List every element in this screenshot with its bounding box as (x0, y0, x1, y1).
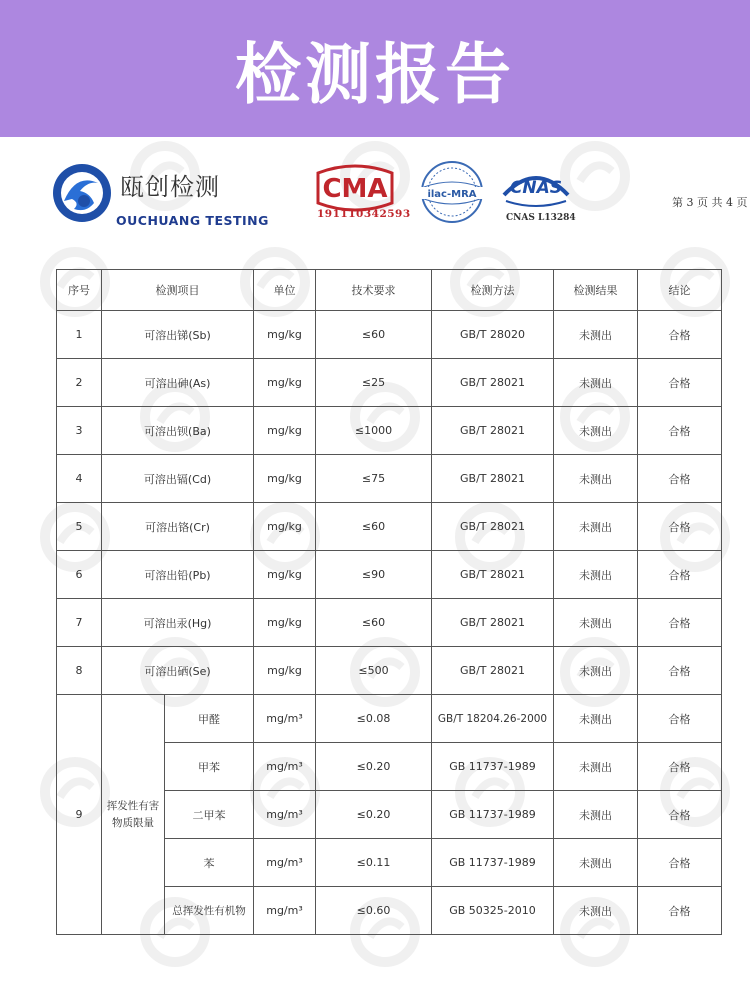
cell-result: 未测出 (554, 551, 638, 599)
cell-no: 7 (57, 599, 102, 647)
cell-method: GB 11737-1989 (432, 791, 554, 839)
table-header-row (57, 270, 722, 311)
cell-no: 8 (57, 647, 102, 695)
cell-no: 5 (57, 503, 102, 551)
ilac-text: ilac-MRA (427, 189, 477, 200)
cell-item: 可溶出汞(Hg) (102, 599, 254, 647)
cell-method: GB 50325-2010 (432, 887, 554, 935)
cell-subitem: 总挥发性有机物 (165, 887, 254, 935)
cell-subitem: 甲苯 (165, 743, 254, 791)
cell-no: 6 (57, 551, 102, 599)
header-no: 序号 (57, 270, 102, 311)
cell-requirement: ≤60 (316, 311, 432, 359)
cell-requirement: ≤500 (316, 647, 432, 695)
cell-conclusion: 合格 (638, 407, 722, 455)
cell-unit: mg/m³ (254, 743, 316, 791)
cma-text: CMA (322, 174, 388, 204)
header-unit: 单位 (254, 270, 316, 311)
cell-method: GB/T 28021 (432, 455, 554, 503)
title-banner (0, 0, 750, 137)
cell-result: 未测出 (554, 839, 638, 887)
cell-conclusion: 合格 (638, 839, 722, 887)
cell-unit: mg/kg (254, 599, 316, 647)
cell-unit: mg/m³ (254, 791, 316, 839)
cell-item: 可溶出钡(Ba) (102, 407, 254, 455)
cell-conclusion: 合格 (638, 743, 722, 791)
cell-result: 未测出 (554, 887, 638, 935)
cell-result: 未测出 (554, 647, 638, 695)
report-header (0, 137, 750, 247)
cell-subitem: 甲醛 (165, 695, 254, 743)
cell-subitem: 二甲苯 (165, 791, 254, 839)
cell-method: GB 11737-1989 (432, 839, 554, 887)
cell-requirement: ≤25 (316, 359, 432, 407)
cell-no: 4 (57, 455, 102, 503)
cell-result: 未测出 (554, 791, 638, 839)
cell-result: 未测出 (554, 503, 638, 551)
table-row (57, 455, 722, 503)
cell-result: 未测出 (554, 359, 638, 407)
cell-no: 3 (57, 407, 102, 455)
cell-requirement: ≤75 (316, 455, 432, 503)
table-row (57, 503, 722, 551)
brand-name-en: OUCHUANG TESTING (116, 213, 269, 228)
header-conclusion: 结论 (638, 270, 722, 311)
cell-unit: mg/m³ (254, 695, 316, 743)
brand-name-cn: 瓯创检测 (120, 173, 220, 201)
cell-item: 可溶出砷(As) (102, 359, 254, 407)
cell-method: GB/T 18204.26-2000 (432, 695, 554, 743)
table-row (57, 551, 722, 599)
cell-conclusion: 合格 (638, 647, 722, 695)
cell-conclusion: 合格 (638, 503, 722, 551)
header-result: 检测结果 (554, 270, 638, 311)
cell-requirement: ≤0.60 (316, 887, 432, 935)
cell-unit: mg/kg (254, 503, 316, 551)
cell-method: GB/T 28021 (432, 503, 554, 551)
cell-no: 9 (57, 695, 102, 935)
cell-requirement: ≤90 (316, 551, 432, 599)
header-requirement: 技术要求 (316, 270, 432, 311)
cell-method: GB/T 28021 (432, 407, 554, 455)
cell-requirement: ≤60 (316, 503, 432, 551)
table-row (57, 647, 722, 695)
cell-unit: mg/kg (254, 311, 316, 359)
cell-unit: mg/m³ (254, 887, 316, 935)
cma-number: 191110342593 (317, 208, 411, 220)
cell-requirement: ≤60 (316, 599, 432, 647)
cell-unit: mg/kg (254, 647, 316, 695)
header-item: 检测项目 (102, 270, 254, 311)
cell-unit: mg/kg (254, 407, 316, 455)
cell-unit: mg/m³ (254, 839, 316, 887)
cell-unit: mg/kg (254, 359, 316, 407)
cell-conclusion: 合格 (638, 311, 722, 359)
cell-subitem: 苯 (165, 839, 254, 887)
cell-conclusion: 合格 (638, 599, 722, 647)
cell-requirement: ≤0.11 (316, 839, 432, 887)
cell-requirement: ≤0.20 (316, 743, 432, 791)
cell-requirement: ≤0.08 (316, 695, 432, 743)
cell-requirement: ≤1000 (316, 407, 432, 455)
cell-method: GB/T 28021 (432, 599, 554, 647)
cell-no: 1 (57, 311, 102, 359)
banner-title: 检测报告 (235, 36, 515, 113)
ouchuang-logo-icon (50, 161, 114, 225)
cell-method: GB/T 28021 (432, 359, 554, 407)
cell-result: 未测出 (554, 695, 638, 743)
cell-requirement: ≤0.20 (316, 791, 432, 839)
cell-conclusion: 合格 (638, 551, 722, 599)
cell-result: 未测出 (554, 743, 638, 791)
cnas-logo-icon (500, 165, 572, 211)
cell-result: 未测出 (554, 407, 638, 455)
cnas-text: CNAS (509, 178, 563, 198)
cell-item: 可溶出锑(Sb) (102, 311, 254, 359)
header-method: 检测方法 (432, 270, 554, 311)
cell-unit: mg/kg (254, 551, 316, 599)
cell-item: 可溶出镉(Cd) (102, 455, 254, 503)
cnas-number: CNAS L13284 (506, 213, 576, 223)
table-row (57, 311, 722, 359)
ilac-mra-logo-icon (414, 159, 490, 225)
cell-no: 2 (57, 359, 102, 407)
table-row (57, 407, 722, 455)
cell-conclusion: 合格 (638, 359, 722, 407)
page-info: 第 3 页 共 4 页 (672, 196, 748, 209)
cell-result: 未测出 (554, 455, 638, 503)
cell-item: 可溶出硒(Se) (102, 647, 254, 695)
table-row (57, 359, 722, 407)
cell-result: 未测出 (554, 311, 638, 359)
cell-conclusion: 合格 (638, 887, 722, 935)
cell-conclusion: 合格 (638, 455, 722, 503)
table-row (57, 695, 722, 743)
cell-unit: mg/kg (254, 455, 316, 503)
cell-result: 未测出 (554, 599, 638, 647)
cell-conclusion: 合格 (638, 695, 722, 743)
table-row (57, 599, 722, 647)
cell-method: GB/T 28021 (432, 551, 554, 599)
cell-method: GB 11737-1989 (432, 743, 554, 791)
test-results-table (56, 269, 722, 935)
cell-item: 可溶出铬(Cr) (102, 503, 254, 551)
cell-conclusion: 合格 (638, 791, 722, 839)
cell-item: 可溶出铅(Pb) (102, 551, 254, 599)
cell-method: GB/T 28021 (432, 647, 554, 695)
cell-method: GB/T 28020 (432, 311, 554, 359)
cell-group-label: 挥发性有害物质限量 (102, 695, 165, 935)
